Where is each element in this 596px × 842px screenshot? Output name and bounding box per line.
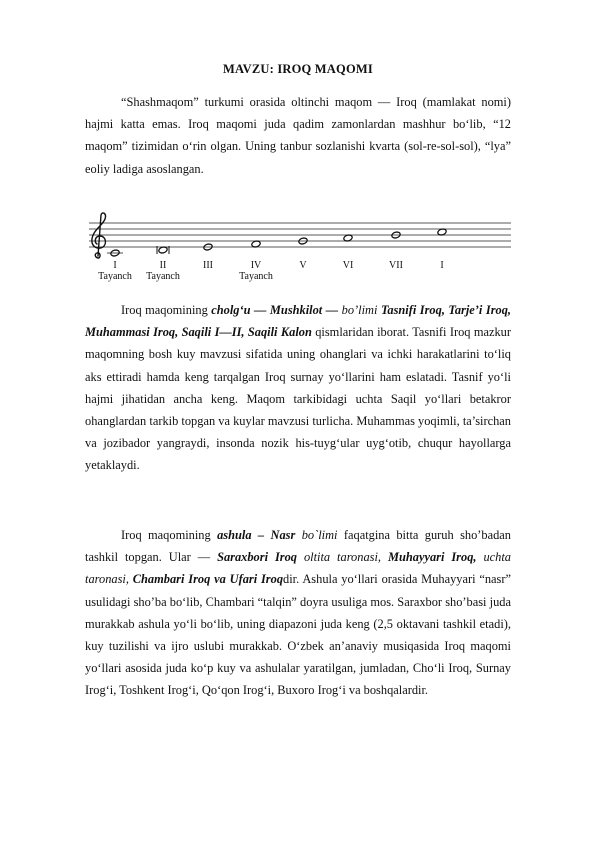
p3-bold-4: Chambari Iroq va Ufari Iroq <box>132 572 284 587</box>
p2-text-2: qismlaridan iborat. Tasnifi Iroq mazkur maqomning bosh kuy mavzusi sifatida uning ohanglari va ichki harakatlarini to‘liq aks ettiradi hamda keng tarqalgan Iroq surnay yo‘llarini ham eslatadi. Tasnif yo‘li hajmi jihatidan ancha keng. Maqom tarkibidagi uchta Saqil yo‘llari betakror ohanglardan tarkib topgan va kuylar mavzusi turlicha. Muhammas yoqimli, ta’sirchan va jozibador yangraydi, insonda nozik his-tuyg‘ular uyg‘otib, chuqur hayollarga yetaklaydi. <box>85 325 511 473</box>
degree-label-5: V <box>299 260 307 271</box>
note-1 <box>107 249 123 257</box>
degree-label-4: IV <box>250 260 262 271</box>
degree-label-6: VI <box>342 260 354 271</box>
p3-bold-1: ashula – Nasr <box>217 528 302 542</box>
p3-text-1: Iroq maqomining <box>121 528 218 542</box>
page-title: MAVZU: IROQ MAQOMI <box>223 62 373 76</box>
degree-label-2: II <box>159 260 167 271</box>
degree-label-3: III <box>203 260 213 271</box>
treble-clef-icon <box>92 213 106 258</box>
degree-labels <box>98 260 444 282</box>
p2-bold-1: cholg‘u — Mushkilot — <box>211 303 342 317</box>
degree-label-1: I <box>113 260 117 271</box>
music-staff <box>85 212 515 282</box>
p3-bold-2: Saraxbori Iroq <box>217 550 297 565</box>
staff-notation <box>85 212 515 282</box>
tayanch-label-4: Tayanch <box>239 271 273 282</box>
p3-bold-3: Muhayyari Iroq, <box>387 550 477 565</box>
p3-italic-1: bo`limi <box>301 528 338 542</box>
degree-label-8: I <box>440 260 444 271</box>
p2-italic-1: bo’limi <box>341 303 381 317</box>
degree-label-7: VII <box>389 260 403 271</box>
p3-text-2: faqatgina bitta guruh sho’badan tashkil topgan. Ular — <box>85 528 512 565</box>
intro-paragraph: “Shashmaqom” turkumi orasida oltinchi maqom — Iroq (mamlakat nomi) hajmi katta emas. Iroq maqomi juda qadim zamonlardan mashhur bo‘lib, “12 maqom” tizimidan o‘rin olgan. Uning tanbur sozlanishi kvarta (sol-re-sol-sol), “lya” eoliy ladiga asoslangan. <box>85 95 511 176</box>
tayanch-label-1: Tayanch <box>98 271 132 282</box>
p3-italic-3: uchta taronasi, <box>85 550 511 587</box>
p2-text-1: Iroq maqomining <box>121 303 212 317</box>
p3-italic-2: oltita taronasi, <box>297 550 388 565</box>
vocal-section-paragraph <box>85 524 511 702</box>
instrumental-section-paragraph <box>85 299 511 477</box>
tayanch-label-2: Tayanch <box>146 271 180 282</box>
p2-bold-2: Tasnifi Iroq, Tarje’i Iroq, Muhammasi Iroq, Saqili I—II, Saqili Kalon <box>85 303 511 340</box>
notes-layer <box>107 228 447 257</box>
p3-text-3: dir. Ashula yo‘llari orasida Muhayyari “nasr” usulidagi sho’ba bo‘lib, Chambari “talqin” doyra usuliga mos. Saraxbor sho’basi juda murakkab ashula yo‘li bo‘lib, uning diapazoni juda keng (2,5 oktavani tashkil etadi), kuy tuzilishi va ijro uslubi murakkab. O‘zbek an’anaviy musiqasida Iroq maqomi yo‘llari asosida juda ko‘p kuy va ashulalar yaratilgan, jumladan, Cho‘li Iroq, Surnay Irog‘i, Toshkent Irog‘i, Qo‘qon Irog‘i, Buxoro Irog‘i va boshqalardir. <box>85 572 512 698</box>
